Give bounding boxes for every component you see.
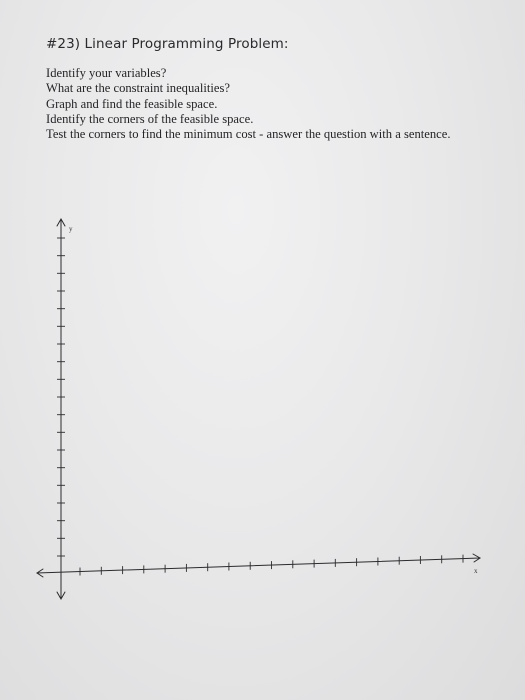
instruction-line: Identify the corners of the feasible space. xyxy=(46,111,254,126)
instruction-line: Identify your variables? xyxy=(46,66,167,80)
x-axis-label: x xyxy=(474,567,478,575)
instruction-line: What are the constraint inequalities? xyxy=(46,81,230,96)
y-axis-label: y xyxy=(69,225,73,233)
instruction-line: Test the corners to find the minimum cost - answer the question with a sentence. xyxy=(46,127,451,142)
instruction-line: Graph and find the feasible space. xyxy=(46,96,218,111)
problem-heading: #23) Linear Programming Problem: xyxy=(46,36,289,52)
x-axis-line xyxy=(37,558,480,573)
